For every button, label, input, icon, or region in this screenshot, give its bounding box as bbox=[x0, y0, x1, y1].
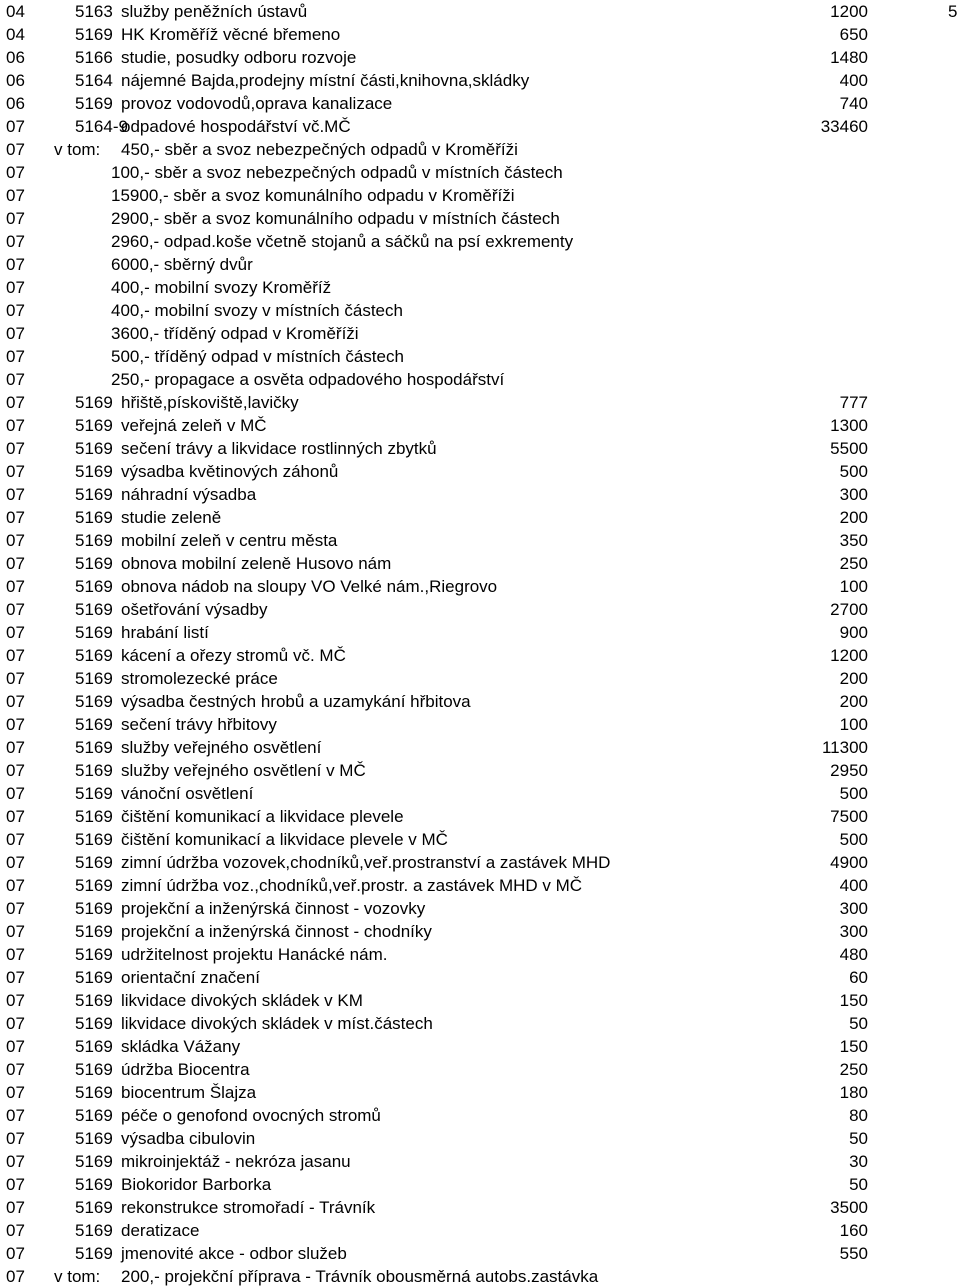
section-code: 07 bbox=[6, 853, 25, 872]
item-amount: 150 bbox=[839, 991, 868, 1010]
item-code: 5169 bbox=[75, 1060, 113, 1079]
item-amount: 50 bbox=[849, 1129, 868, 1148]
list-item bbox=[0, 230, 960, 253]
item-amount: 80 bbox=[849, 1106, 868, 1125]
list-item bbox=[0, 575, 960, 598]
section-code: 07 bbox=[6, 738, 25, 757]
item-description: studie, posudky odboru rozvoje bbox=[121, 48, 357, 67]
list-item bbox=[0, 23, 960, 46]
item-code: 5169 bbox=[75, 991, 113, 1010]
item-description: rekonstrukce stromořadí - Trávník bbox=[121, 1198, 376, 1217]
item-code: 5169 bbox=[75, 416, 113, 435]
section-code: 07 bbox=[6, 370, 25, 389]
item-description: 3600,- tříděný odpad v Kroměříži bbox=[111, 324, 359, 343]
item-description: hřiště,pískoviště,lavičky bbox=[121, 393, 299, 412]
item-code: 5169 bbox=[75, 1129, 113, 1148]
item-amount: 150 bbox=[839, 1037, 868, 1056]
item-description: mobilní zeleň v centru města bbox=[121, 531, 338, 550]
item-code: 5169 bbox=[75, 393, 113, 412]
item-description: 250,- propagace a osvěta odpadového hospodářství bbox=[111, 370, 505, 389]
item-amount: 400 bbox=[839, 876, 868, 895]
section-code: 04 bbox=[6, 25, 25, 44]
section-code: 07 bbox=[6, 876, 25, 895]
list-item bbox=[0, 1035, 960, 1058]
item-amount: 2950 bbox=[830, 761, 868, 780]
item-code: 5169 bbox=[75, 554, 113, 573]
list-item bbox=[0, 69, 960, 92]
section-code: 07 bbox=[6, 462, 25, 481]
section-code: 07 bbox=[6, 968, 25, 987]
item-description: likvidace divokých skládek v KM bbox=[121, 991, 363, 1010]
section-code: 07 bbox=[6, 416, 25, 435]
item-description: mikroinjektáž - nekróza jasanu bbox=[121, 1152, 351, 1171]
item-description: služby peněžních ústavů bbox=[121, 2, 308, 21]
list-item bbox=[0, 1127, 960, 1150]
list-item bbox=[0, 989, 960, 1012]
item-code: 5169 bbox=[75, 945, 113, 964]
list-item bbox=[0, 828, 960, 851]
item-amount: 1200 bbox=[830, 2, 868, 21]
item-description: obnova mobilní zeleně Husovo nám bbox=[121, 554, 392, 573]
list-item bbox=[0, 414, 960, 437]
item-description: služby veřejného osvětlení v MČ bbox=[121, 761, 366, 780]
section-code: 07 bbox=[6, 692, 25, 711]
item-amount: 1300 bbox=[830, 416, 868, 435]
section-code: 07 bbox=[6, 531, 25, 550]
section-code: 07 bbox=[6, 899, 25, 918]
item-description: péče o genofond ovocných stromů bbox=[121, 1106, 381, 1125]
list-item bbox=[0, 1219, 960, 1242]
item-description: údržba Biocentra bbox=[121, 1060, 250, 1079]
list-item bbox=[0, 1265, 960, 1288]
list-item bbox=[0, 667, 960, 690]
list-item bbox=[0, 115, 960, 138]
item-description: sečení trávy hřbitovy bbox=[121, 715, 277, 734]
list-item bbox=[0, 1173, 960, 1196]
item-amount: 1480 bbox=[830, 48, 868, 67]
item-amount: 180 bbox=[839, 1083, 868, 1102]
list-item bbox=[0, 1012, 960, 1035]
item-code: v tom: bbox=[54, 1267, 101, 1286]
section-code: 07 bbox=[6, 209, 25, 228]
section-code: 07 bbox=[6, 1175, 25, 1194]
list-item bbox=[0, 1150, 960, 1173]
item-code: 5169 bbox=[75, 968, 113, 987]
list-item bbox=[0, 759, 960, 782]
section-code: 07 bbox=[6, 1129, 25, 1148]
section-code: 07 bbox=[6, 669, 25, 688]
item-code: 5169 bbox=[75, 623, 113, 642]
item-amount: 50 bbox=[849, 1014, 868, 1033]
item-code: 5169 bbox=[75, 807, 113, 826]
item-description: jmenovité akce - odbor služeb bbox=[121, 1244, 347, 1263]
section-code: 07 bbox=[6, 623, 25, 642]
item-amount: 60 bbox=[849, 968, 868, 987]
item-amount: 100 bbox=[839, 577, 868, 596]
section-code: 07 bbox=[6, 1106, 25, 1125]
list-item bbox=[0, 690, 960, 713]
item-code: 5169 bbox=[75, 25, 113, 44]
list-item bbox=[0, 1196, 960, 1219]
section-code: 07 bbox=[6, 600, 25, 619]
item-description: náhradní výsadba bbox=[121, 485, 257, 504]
item-code: 5169 bbox=[75, 899, 113, 918]
list-item bbox=[0, 805, 960, 828]
list-item bbox=[0, 529, 960, 552]
list-item bbox=[0, 276, 960, 299]
item-description: odpadové hospodářství vč.MČ bbox=[121, 117, 351, 136]
item-description: hrabání listí bbox=[121, 623, 209, 642]
list-item bbox=[0, 437, 960, 460]
list-item bbox=[0, 943, 960, 966]
list-item bbox=[0, 782, 960, 805]
item-description: 450,- sběr a svoz nebezpečných odpadů v Kroměříži bbox=[121, 140, 518, 159]
item-description: skládka Vážany bbox=[121, 1037, 241, 1056]
section-code: 04 bbox=[6, 2, 25, 21]
list-item bbox=[0, 552, 960, 575]
item-description: 2960,- odpad.koše včetně stojanů a sáčků na psí exkrementy bbox=[111, 232, 574, 251]
item-code: 5169 bbox=[75, 1152, 113, 1171]
item-description: veřejná zeleň v MČ bbox=[121, 416, 267, 435]
item-description: deratizace bbox=[121, 1221, 200, 1240]
section-code: 07 bbox=[6, 830, 25, 849]
list-item bbox=[0, 207, 960, 230]
list-item bbox=[0, 644, 960, 667]
item-amount: 11300 bbox=[821, 738, 868, 757]
item-amount: 350 bbox=[839, 531, 868, 550]
list-item bbox=[0, 851, 960, 874]
item-code: 5169 bbox=[75, 1014, 113, 1033]
list-item bbox=[0, 184, 960, 207]
list-item bbox=[0, 506, 960, 529]
item-description: nájemné Bajda,prodejny místní části,knihovna,skládky bbox=[121, 71, 530, 90]
item-description: stromolezecké práce bbox=[121, 669, 278, 688]
item-code: 5169 bbox=[75, 669, 113, 688]
section-code: 07 bbox=[6, 646, 25, 665]
item-amount: 480 bbox=[839, 945, 868, 964]
item-description: sečení trávy a likvidace rostlinných zbytků bbox=[121, 439, 437, 458]
item-description: Biokoridor Barborka bbox=[121, 1175, 272, 1194]
item-description: 100,- sběr a svoz nebezpečných odpadů v místních částech bbox=[111, 163, 563, 182]
item-description: 15900,- sběr a svoz komunálního odpadu v Kroměříži bbox=[111, 186, 515, 205]
section-code: 07 bbox=[6, 807, 25, 826]
list-item bbox=[0, 1104, 960, 1127]
section-code: 06 bbox=[6, 94, 25, 113]
item-code: 5169 bbox=[75, 94, 113, 113]
item-description: 400,- mobilní svozy Kroměříž bbox=[111, 278, 332, 297]
item-amount: 1200 bbox=[830, 646, 868, 665]
item-amount: 200 bbox=[839, 508, 868, 527]
list-item bbox=[0, 598, 960, 621]
item-amount: 500 bbox=[839, 830, 868, 849]
item-code: 5166 bbox=[75, 48, 113, 67]
item-description: likvidace divokých skládek v míst.částech bbox=[121, 1014, 433, 1033]
item-description: biocentrum Šlajza bbox=[121, 1083, 257, 1102]
item-code: 5169 bbox=[75, 853, 113, 872]
item-description: udržitelnost projektu Hanácké nám. bbox=[121, 945, 388, 964]
section-code: 07 bbox=[6, 117, 25, 136]
item-code: 5169 bbox=[75, 531, 113, 550]
item-description: 400,- mobilní svozy v místních částech bbox=[111, 301, 403, 320]
section-code: 07 bbox=[6, 945, 25, 964]
item-description: orientační značení bbox=[121, 968, 260, 987]
section-code: 07 bbox=[6, 301, 25, 320]
section-code: 07 bbox=[6, 577, 25, 596]
list-item bbox=[0, 874, 960, 897]
item-amount: 500 bbox=[839, 784, 868, 803]
section-code: 07 bbox=[6, 1037, 25, 1056]
item-code: 5169 bbox=[75, 462, 113, 481]
section-code: 07 bbox=[6, 922, 25, 941]
item-description: čištění komunikací a likvidace plevele v MČ bbox=[121, 830, 448, 849]
section-code: 07 bbox=[6, 554, 25, 573]
section-code: 07 bbox=[6, 1152, 25, 1171]
item-amount: 300 bbox=[839, 485, 868, 504]
item-amount: 33460 bbox=[820, 117, 868, 136]
section-code: 07 bbox=[6, 1083, 25, 1102]
item-code: 5169 bbox=[75, 1037, 113, 1056]
list-item bbox=[0, 92, 960, 115]
item-description: 6000,- sběrný dvůr bbox=[111, 255, 253, 274]
item-description: ošetřování výsadby bbox=[121, 600, 268, 619]
section-code: 07 bbox=[6, 1014, 25, 1033]
list-item bbox=[0, 161, 960, 184]
section-code: 07 bbox=[6, 1060, 25, 1079]
item-code: 5169 bbox=[75, 876, 113, 895]
section-code: 07 bbox=[6, 1267, 25, 1286]
item-amount: 650 bbox=[839, 25, 868, 44]
list-item bbox=[0, 253, 960, 276]
list-item bbox=[0, 1058, 960, 1081]
item-description: služby veřejného osvětlení bbox=[121, 738, 322, 757]
section-code: 07 bbox=[6, 347, 25, 366]
section-code: 07 bbox=[6, 255, 25, 274]
item-amount: 740 bbox=[839, 94, 868, 113]
item-amount: 50 bbox=[849, 1175, 868, 1194]
item-amount: 500 bbox=[839, 462, 868, 481]
item-code: 5169 bbox=[75, 577, 113, 596]
item-code: 5169 bbox=[75, 485, 113, 504]
item-description: výsadba květinových záhonů bbox=[121, 462, 339, 481]
item-amount: 5500 bbox=[830, 439, 868, 458]
list-item bbox=[0, 897, 960, 920]
section-code: 07 bbox=[6, 761, 25, 780]
item-code: 5169 bbox=[75, 439, 113, 458]
item-amount: 200 bbox=[839, 692, 868, 711]
list-item bbox=[0, 483, 960, 506]
section-code: 07 bbox=[6, 485, 25, 504]
item-code: 5169 bbox=[75, 784, 113, 803]
item-amount: 250 bbox=[839, 1060, 868, 1079]
item-code: 5164 bbox=[75, 71, 113, 90]
item-code: 5169 bbox=[75, 508, 113, 527]
section-code: 07 bbox=[6, 278, 25, 297]
section-code: 07 bbox=[6, 715, 25, 734]
list-item bbox=[0, 920, 960, 943]
item-amount: 160 bbox=[839, 1221, 868, 1240]
list-item bbox=[0, 966, 960, 989]
item-amount: 100 bbox=[839, 715, 868, 734]
item-amount: 4900 bbox=[830, 853, 868, 872]
item-code: 5169 bbox=[75, 646, 113, 665]
section-code: 07 bbox=[6, 324, 25, 343]
item-code: 5169 bbox=[75, 1083, 113, 1102]
list-item bbox=[0, 299, 960, 322]
section-code: 06 bbox=[6, 48, 25, 67]
section-code: 07 bbox=[6, 784, 25, 803]
list-item bbox=[0, 713, 960, 736]
section-code: 07 bbox=[6, 232, 25, 251]
item-amount: 250 bbox=[839, 554, 868, 573]
section-code: 07 bbox=[6, 163, 25, 182]
list-item bbox=[0, 736, 960, 759]
item-description: HK Kroměříž věcné břemeno bbox=[121, 25, 341, 44]
item-description: vánoční osvětlení bbox=[121, 784, 254, 803]
item-description: studie zeleně bbox=[121, 508, 222, 527]
item-code: 5163 bbox=[75, 2, 113, 21]
item-amount: 900 bbox=[839, 623, 868, 642]
item-description: čištění komunikací a likvidace plevele bbox=[121, 807, 404, 826]
item-amount: 550 bbox=[839, 1244, 868, 1263]
section-code: 07 bbox=[6, 186, 25, 205]
item-description: výsadba čestných hrobů a uzamykání hřbitova bbox=[121, 692, 471, 711]
section-code: 07 bbox=[6, 1221, 25, 1240]
item-amount: 300 bbox=[839, 922, 868, 941]
item-description: projekční a inženýrská činnost - vozovky bbox=[121, 899, 426, 918]
item-description: zimní údržba voz.,chodníků,veř.prostr. a zastávek MHD v MČ bbox=[121, 876, 583, 895]
item-amount: 777 bbox=[839, 393, 868, 412]
item-description: projekční a inženýrská činnost - chodníky bbox=[121, 922, 432, 941]
item-code: 5169 bbox=[75, 830, 113, 849]
item-amount: 7500 bbox=[830, 807, 868, 826]
item-code: 5169 bbox=[75, 715, 113, 734]
section-code: 07 bbox=[6, 439, 25, 458]
section-code: 07 bbox=[6, 991, 25, 1010]
item-code: 5169 bbox=[75, 600, 113, 619]
item-code: 5169 bbox=[75, 692, 113, 711]
section-code: 07 bbox=[6, 1198, 25, 1217]
item-amount: 400 bbox=[839, 71, 868, 90]
section-code: 06 bbox=[6, 71, 25, 90]
item-code: 5169 bbox=[75, 1221, 113, 1240]
section-code: 07 bbox=[6, 508, 25, 527]
list-item bbox=[0, 345, 960, 368]
item-description: kácení a ořezy stromů vč. MČ bbox=[121, 646, 346, 665]
list-item bbox=[0, 1081, 960, 1104]
item-description: 200,- projekční příprava - Trávník obousměrná autobs.zastávka bbox=[121, 1267, 599, 1286]
item-description: provoz vodovodů,oprava kanalizace bbox=[121, 94, 393, 113]
list-item bbox=[0, 368, 960, 391]
list-item bbox=[0, 391, 960, 414]
item-code: 5169 bbox=[75, 1198, 113, 1217]
item-amount: 30 bbox=[849, 1152, 868, 1171]
item-code: 5169 bbox=[75, 1106, 113, 1125]
section-code: 07 bbox=[6, 1244, 25, 1263]
item-description: zimní údržba vozovek,chodníků,veř.prostranství a zastávek MHD bbox=[121, 853, 611, 872]
item-description: obnova nádob na sloupy VO Velké nám.,Riegrovo bbox=[121, 577, 498, 596]
item-code: v tom: bbox=[54, 140, 101, 159]
item-description: 2900,- sběr a svoz komunálního odpadu v místních částech bbox=[111, 209, 560, 228]
list-item bbox=[0, 322, 960, 345]
list-item bbox=[0, 460, 960, 483]
item-code: 5164-9 bbox=[75, 117, 128, 136]
page-number: 5 bbox=[948, 2, 958, 21]
section-code: 07 bbox=[6, 393, 25, 412]
list-item bbox=[0, 138, 960, 161]
item-description: výsadba cibulovin bbox=[121, 1129, 256, 1148]
item-code: 5169 bbox=[75, 761, 113, 780]
list-item bbox=[0, 1242, 960, 1265]
item-code: 5169 bbox=[75, 922, 113, 941]
item-description: 500,- tříděný odpad v místních částech bbox=[111, 347, 404, 366]
item-amount: 300 bbox=[839, 899, 868, 918]
item-amount: 200 bbox=[839, 669, 868, 688]
item-amount: 2700 bbox=[830, 600, 868, 619]
item-amount: 3500 bbox=[830, 1198, 868, 1217]
section-code: 07 bbox=[6, 140, 25, 159]
list-item bbox=[0, 46, 960, 69]
item-code: 5169 bbox=[75, 1244, 113, 1263]
item-code: 5169 bbox=[75, 738, 113, 757]
list-item bbox=[0, 0, 960, 23]
list-item bbox=[0, 621, 960, 644]
item-code: 5169 bbox=[75, 1175, 113, 1194]
